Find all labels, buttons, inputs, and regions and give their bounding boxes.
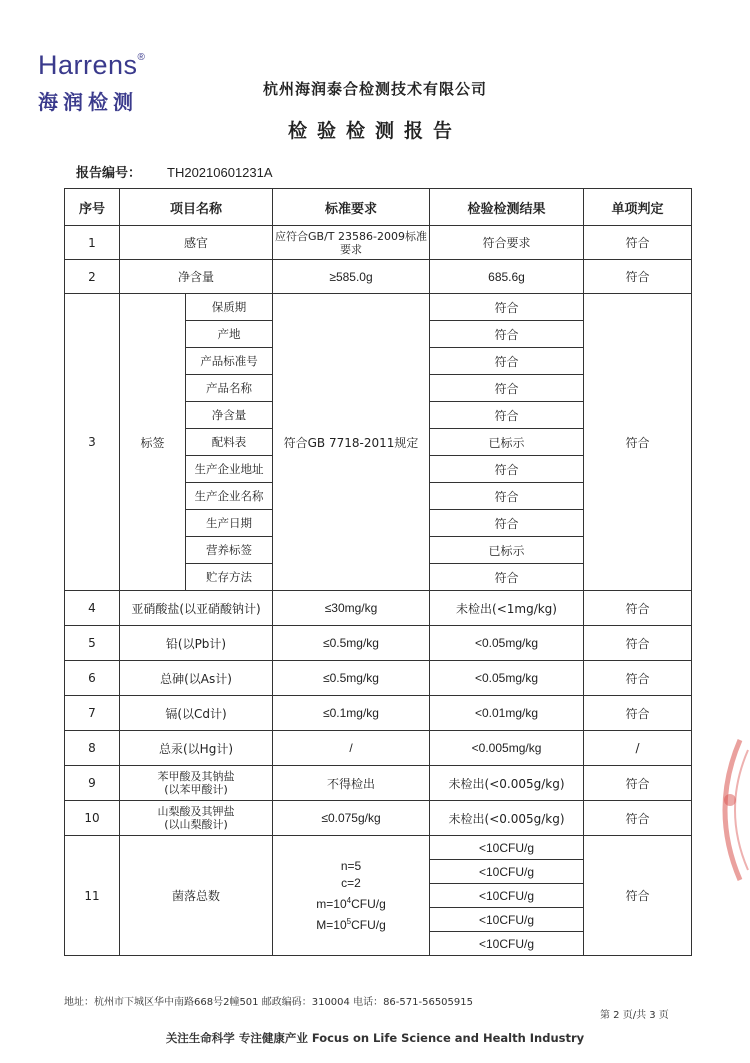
table-row (65, 294, 692, 321)
cell-result: 685.6g (430, 260, 584, 294)
cell-item (120, 766, 273, 801)
cell-sub-item: 营养标签 (186, 537, 273, 564)
cell-result: <0.05mg/kg (430, 661, 584, 696)
cell-verdict: 符合 (584, 696, 692, 731)
cell-verdict: 符合 (584, 294, 692, 591)
footer-address: 地址：杭州市下城区华中南路668号2幢501 邮政编码：310004 电话：86-571-56505915 (64, 997, 473, 1008)
cell-no: 5 (65, 626, 120, 661)
cell-item: 菌落总数 (120, 836, 273, 956)
cell-result: 未检出(<0.005g/kg) (430, 801, 584, 836)
table-row (65, 766, 692, 801)
cell-sub-item: 生产日期 (186, 510, 273, 537)
header-verdict: 单项判定 (584, 189, 692, 226)
cell-result: <0.05mg/kg (430, 626, 584, 661)
cell-no: 9 (65, 766, 120, 801)
cell-result: 符合 (430, 483, 584, 510)
cell-standard: ≤0.1mg/kg (273, 696, 430, 731)
cell-item: 净含量 (120, 260, 273, 294)
cell-standard: ≤0.075g/kg (273, 801, 430, 836)
cell-verdict: 符合 (584, 226, 692, 260)
cell-verdict: 符合 (584, 661, 692, 696)
header-result: 检验检测结果 (430, 189, 584, 226)
cell-item: 亚硝酸盐(以亚硝酸钠计) (120, 591, 273, 626)
cell-no: 2 (65, 260, 120, 294)
cell-result: 未检出(<0.005g/kg) (430, 766, 584, 801)
cell-result: 符合要求 (430, 226, 584, 260)
table-row (65, 226, 692, 260)
cell-result: <10CFU/g (430, 836, 584, 860)
cell-no: 6 (65, 661, 120, 696)
cell-no: 8 (65, 731, 120, 766)
report-number (76, 162, 273, 181)
std-line: $M=10^5CFU/g$ (316, 916, 386, 932)
cell-sub-item: 保质期 (186, 294, 273, 321)
table-header-row (65, 189, 692, 226)
header-item: 项目名称 (120, 189, 273, 226)
cell-result: <10CFU/g (430, 884, 584, 908)
report-number-label: 报告编号： (76, 166, 142, 181)
cell-no: 7 (65, 696, 120, 731)
page-indicator: 第 2 页/共 3 页 (600, 1010, 669, 1021)
cell-standard: ≤0.5mg/kg (273, 626, 430, 661)
cell-result: 符合 (430, 348, 584, 375)
cell-no: 10 (65, 801, 120, 836)
cell-sub-item: 产品名称 (186, 375, 273, 402)
cell-result: 符合 (430, 321, 584, 348)
cell-item: 感官 (120, 226, 273, 260)
cell-sub-item: 生产企业名称 (186, 483, 273, 510)
std-line: n=5 (340, 858, 362, 873)
cell-standard: 不得检出 (273, 766, 430, 801)
cell-no: 11 (65, 836, 120, 956)
item-line: 山梨酸及其钾盐 (157, 805, 235, 818)
cell-verdict: 符合 (584, 766, 692, 801)
cell-verdict: 符合 (584, 260, 692, 294)
cell-result: <0.01mg/kg (430, 696, 584, 731)
cell-result: 未检出(<1mg/kg) (430, 591, 584, 626)
cell-sub-item: 配料表 (186, 429, 273, 456)
table-row (65, 260, 692, 294)
header-no: 序号 (65, 189, 120, 226)
results-table (64, 188, 692, 956)
cell-result: <10CFU/g (430, 860, 584, 884)
table-row (65, 696, 692, 731)
cell-standard: 应符合GB/T 23586-2009标准要求 (273, 226, 430, 260)
cell-result: 符合 (430, 564, 584, 591)
cell-sub-item: 产地 (186, 321, 273, 348)
cell-result: <10CFU/g (430, 932, 584, 956)
report-number-value: TH20210601231A (167, 165, 273, 180)
cell-result: <0.005mg/kg (430, 731, 584, 766)
table-row (65, 591, 692, 626)
cell-standard: ≤0.5mg/kg (273, 661, 430, 696)
std-line: $m=10^4CFU/g$ (316, 895, 386, 911)
brand-logo: Harrens® (38, 50, 146, 80)
cell-verdict: / (584, 731, 692, 766)
table-row (65, 836, 692, 860)
cell-result: 符合 (430, 294, 584, 321)
cell-item (120, 801, 273, 836)
cell-result: 符合 (430, 375, 584, 402)
table-row (65, 626, 692, 661)
cell-verdict: 符合 (584, 626, 692, 661)
cell-standard: / (273, 731, 430, 766)
cell-no: 4 (65, 591, 120, 626)
document-title: 检验检测报告 (287, 120, 462, 142)
red-seal-stamp (700, 730, 750, 890)
std-line: c=2 (341, 875, 361, 890)
table-row (65, 661, 692, 696)
table-row (65, 731, 692, 766)
cell-no: 1 (65, 226, 120, 260)
cell-verdict: 符合 (584, 591, 692, 626)
cell-item: 总汞(以Hg计) (120, 731, 273, 766)
header-standard: 标准要求 (273, 189, 430, 226)
cell-standard (273, 836, 430, 956)
item-line: (以山梨酸计) (164, 818, 228, 831)
cell-verdict: 符合 (584, 836, 692, 956)
footer-slogan: 关注生命科学 专注健康产业 Focus on Life Science and Health Industry (165, 1031, 585, 1045)
cell-item: 铅(以Pb计) (120, 626, 273, 661)
cell-standard: ≤30mg/kg (273, 591, 430, 626)
cell-sub-item: 产品标准号 (186, 348, 273, 375)
table-row (65, 801, 692, 836)
cell-result: 符合 (430, 456, 584, 483)
cell-no: 3 (65, 294, 120, 591)
cell-result: <10CFU/g (430, 908, 584, 932)
cell-sub-item: 生产企业地址 (186, 456, 273, 483)
company-name: 杭州海润泰合检测技术有限公司 (262, 80, 487, 98)
cell-item: 镉(以Cd计) (120, 696, 273, 731)
cell-verdict: 符合 (584, 801, 692, 836)
cell-standard: ≥585.0g (273, 260, 430, 294)
cell-result: 符合 (430, 402, 584, 429)
cell-result: 已标示 (430, 429, 584, 456)
cell-sub-item: 贮存方法 (186, 564, 273, 591)
cell-sub-item: 净含量 (186, 402, 273, 429)
cell-standard: 符合GB 7718-2011规定 (273, 294, 430, 591)
cell-result: 符合 (430, 510, 584, 537)
cell-item: 总砷(以As计) (120, 661, 273, 696)
cell-result: 已标示 (430, 537, 584, 564)
brand-logo-cn: 海润检测 (38, 90, 138, 114)
item-line: (以苯甲酸计) (164, 783, 228, 796)
item-line: 苯甲酸及其钠盐 (157, 770, 235, 783)
cell-item: 标签 (120, 294, 186, 591)
